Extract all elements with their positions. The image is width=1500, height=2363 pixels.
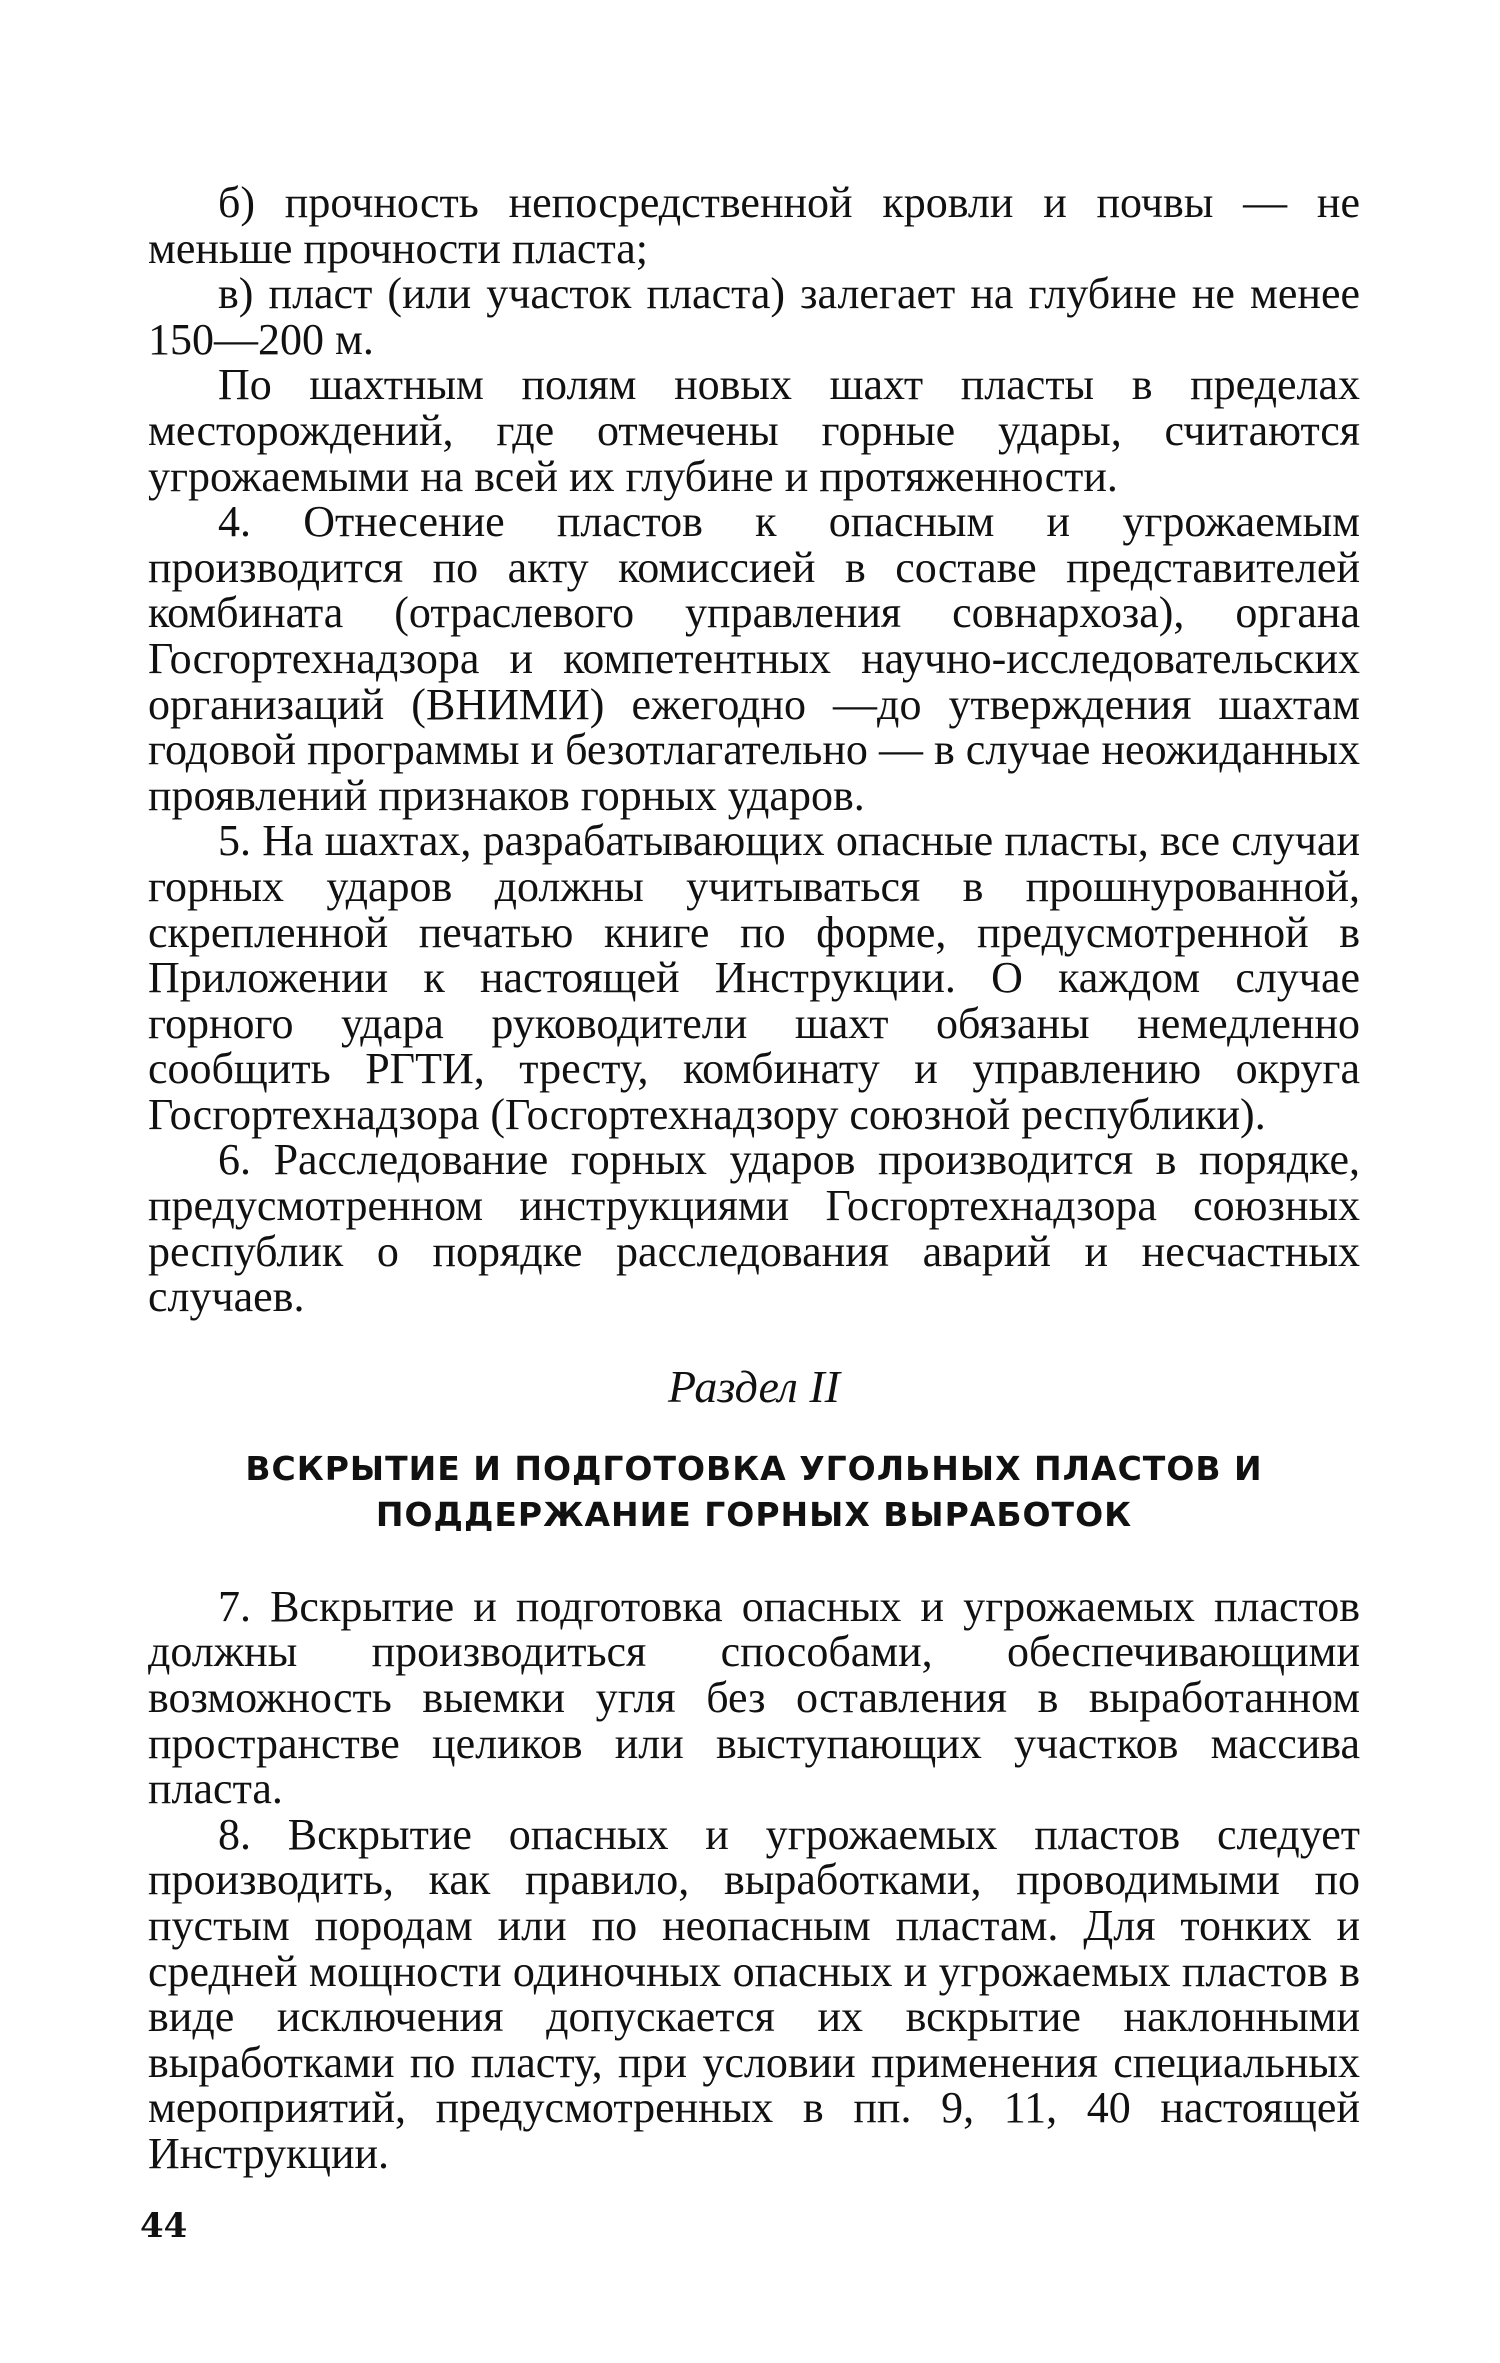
paragraph-4: 4. Отнесение пластов к опасным и угрожаемым производится по акту комиссией в составе представителей комбината (отраслевого управления совнархоза), органа Госгортехнадзора и компетентных научно-исследовательских организаций (ВНИМИ) ежегодно —до утверждения шахтам годовой программы и безотлагательно — в случае неожиданных проявлений признаков горных ударов. [148,497,1360,820]
section-title-line-2: ПОДДЕРЖАНИЕ ГОРНЫХ ВЫРАБОТОК [375,1494,1133,1534]
paragraph-5: 5. На шахтах, разрабатывающих опасные пласты, все случаи горных ударов должны учитываться в прошнурованной, скрепленной печатью книге по форме, предусмотренной в Приложении к настоящей Инструкции. О каждом случае горного удара руководители шахт обязаны немедленно сообщить РГТИ, тресту, комбинату и управлению округа Госгортехнадзора (Госгортехнадзору союзной республики). [148,816,1360,1139]
section-title-line-1: ВСКРЫТИЕ И ПОДГОТОВКА УГОЛЬНЫХ ПЛАСТОВ И [245,1448,1263,1488]
paragraph-8: 8. Вскрытие опасных и угрожаемых пластов следует производить, как правило, выработками, проводимыми по пустым породам или по неопасным пластам. Для тонких и средней мощности одиночных опасных и угрожаемых пластов в виде исключения допускается их вскрытие наклонными выработками по пласту, при условии применения специальных мероприятий, предусмотренных в пп. 9, 11, 40 настоящей Инструкции. [148,1809,1360,2178]
paragraph-b-roof-strength: б) прочность непосредственной кровли и почвы — не меньше прочности пласта; [148,178,1360,273]
page-body [148,180,1360,2177]
paragraph-v-seam-depth: в) пласт (или участок пласта) залегает на глубине не менее 150—200 м. [148,269,1360,364]
page-number: 44 [140,2206,188,2246]
section-label: Раздел II [668,1360,840,1412]
paragraph-7: 7. Вскрытие и подготовка опасных и угрожаемых пластов должны производиться способами, обеспечивающими возможность выемки угля без оставления в выработанном пространстве целиков или выступающих участков массива пласта. [148,1581,1360,1814]
paragraph-new-mines: По шахтным полям новых шахт пласты в пределах месторождений, где отмечены горные удары, считаются угрожаемыми на всей их глубине и протяженности. [148,360,1360,501]
section-title [148,1446,1360,1538]
paragraph-6: 6. Расследование горных ударов производится в порядке, предусмотренном инструкциями Госгортехнадзора союзных республик о порядке расследования аварий и несчастных случаев. [148,1135,1360,1322]
